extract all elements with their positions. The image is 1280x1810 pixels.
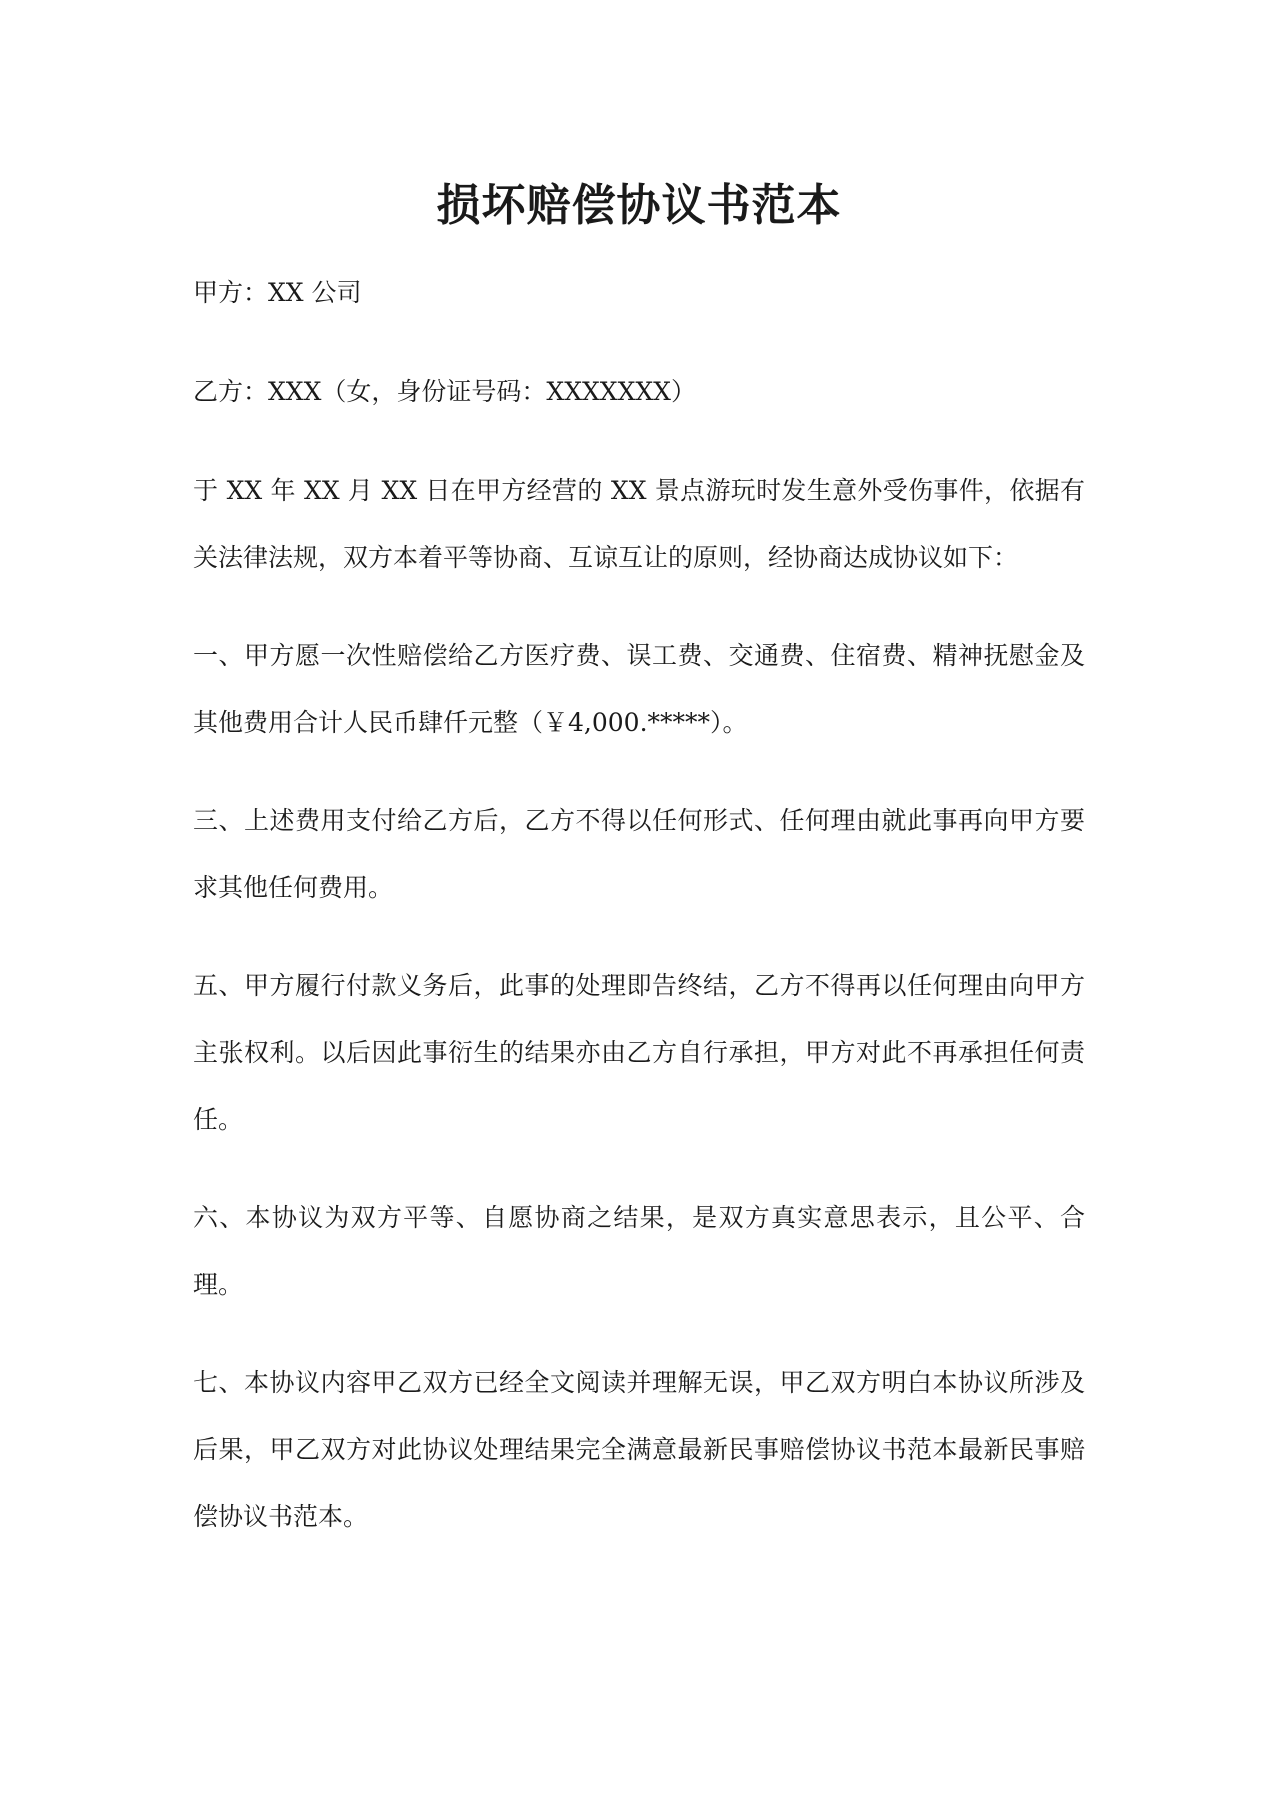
party-a-line: 甲方：XX 公司 (193, 278, 362, 307)
clause-5: 五、甲方履行付款义务后，此事的处理即告终结，乙方不得再以任何理由向甲方主张权利。以后因此事衍生的结果亦由乙方自行承担，甲方对此不再承担任何责任。 (193, 971, 1085, 1134)
clause-3: 三、上述费用支付给乙方后，乙方不得以任何形式、任何理由就此事再向甲方要求其他任何费用。 (193, 806, 1085, 902)
clause-1: 一、甲方愿一次性赔偿给乙方医疗费、误工费、交通费、住宿费、精神抚慰金及其他费用合计人民币肆仟元整（￥4,000.*****）。 (193, 641, 1085, 737)
intro-paragraph: 于 XX 年 XX 月 XX 日在甲方经营的 XX 景点游玩时发生意外受伤事件，依据有关法律法规，双方本着平等协商、互谅互让的原则，经协商达成协议如下： (193, 476, 1085, 572)
clause-7: 七、本协议内容甲乙双方已经全文阅读并理解无误，甲乙双方明白本协议所涉及后果，甲乙双方对此协议处理结果完全满意最新民事赔偿协议书范本最新民事赔偿协议书范本。 (193, 1368, 1085, 1531)
clause-6: 六、本协议为双方平等、自愿协商之结果，是双方真实意思表示，且公平、合理。 (193, 1203, 1085, 1299)
party-b-line: 乙方：XXX（女，身份证号码：XXXXXXX） (193, 377, 696, 406)
document-title: 损坏赔偿协议书范本 (436, 180, 842, 231)
